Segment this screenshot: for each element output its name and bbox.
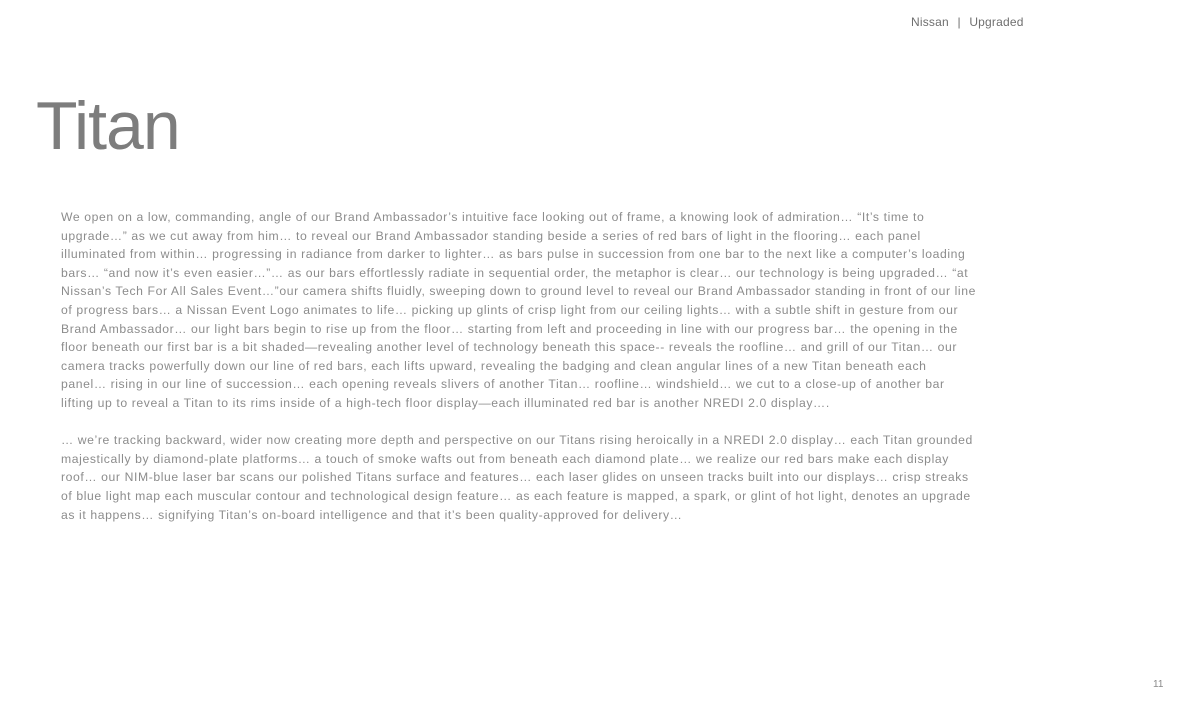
header-section: Upgraded (969, 15, 1024, 29)
body-paragraph: We open on a low, commanding, angle of our Brand Ambassador’s intuitive face looking out of frame, a knowing look of admiration… “It’s time to upgrade…” as we cut away from him… to reveal our Brand Ambassador standing beside a series of red bars of light in the flooring… each panel illuminated from within… progressing in radiance from darker to lighter… as bars pulse in succession from one bar to the next like a computer’s loading bars… “and now it’s even easier…”… as our bars effortlessly radiate in sequential order, the metaphor is clear… our technology is being upgraded… “at Nissan’s Tech For All Sales Event…”our camera shifts fluidly, sweeping down to ground level to reveal our Brand Ambassador standing in front of our line of progress bars… a Nissan Event Logo animates to life… picking up glints of crisp light from our ceiling lights… with a subtle shift in gesture from our Brand Ambassador… our light bars begin to rise up from the floor… starting from left and proceeding in line with our progress bar… the opening in the floor beneath our first bar is a bit shaded—revealing another level of technology beneath this space-- reveals the roofline… and grill of our Titan… our camera tracks powerfully down our line of red bars, each lifts upward, revealing the badging and clean angular lines of a new Titan beneath each panel… rising in our line of succession… each opening reveals slivers of another Titan… roofline… windshield… we cut to a close-up of another bar lifting up to reveal a Titan to its rims inside of a high-tech floor display—each illuminated red bar is another NREDI 2.0 display…. (61, 210, 976, 410)
body-paragraph: … we’re tracking backward, wider now creating more depth and perspective on our Titans rising heroically in a NREDI 2.0 display… each Titan grounded majestically by diamond-plate platforms… a touch of smoke wafts out from beneath each diamond plate… we realize our red bars make each display roof… our NIM-blue laser bar scans our polished Titans surface and features… each laser glides on unseen tracks built into our displays… crisp streaks of blue light map each muscular contour and technological design feature… as each feature is mapped, a spark, or glint of hot light, denotes an upgrade as it happens… signifying Titan’s on-board intelligence and that it’s been quality-approved for delivery… (61, 433, 973, 522)
body-text (61, 208, 976, 543)
header-brand: Nissan (911, 15, 949, 29)
page-header (911, 15, 1024, 29)
page-title: Titan (36, 88, 180, 164)
page-number: 11 (1153, 679, 1164, 690)
header-separator: | (957, 15, 961, 29)
